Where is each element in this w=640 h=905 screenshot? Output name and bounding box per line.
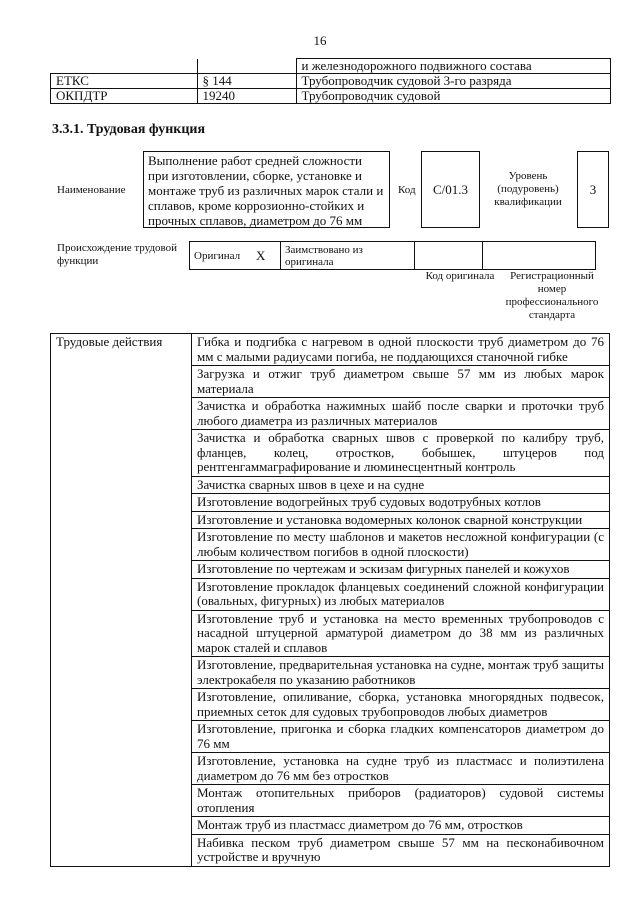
- table-cell: [51, 59, 198, 74]
- labor-action-item: Монтаж отопительных приборов (радиаторов) судовой системы отопления: [192, 785, 610, 817]
- table-row: [51, 59, 611, 74]
- qualification-level-label: Уровень (подуровень) квалификации: [494, 170, 562, 208]
- table-cell: 19240: [197, 89, 296, 104]
- top-continuation-table: [50, 58, 611, 104]
- labor-action-item: Зачистка сварных швов в цехе и на судне: [192, 476, 610, 494]
- labor-action-item: Изготовление, пригонка и сборка гладких компенсаторов диаметром до 76 мм: [192, 721, 610, 753]
- section-title: 3.3.1. Трудовая функция: [52, 122, 206, 137]
- table-row: [51, 334, 610, 366]
- table-cell: Трубопроводчик судовой 3-го разряда: [296, 74, 611, 89]
- table-cell: Трубопроводчик судовой: [296, 89, 611, 104]
- labor-actions-table: [50, 333, 610, 867]
- qualification-level-box: 3: [577, 151, 609, 228]
- registration-number-cell: [483, 242, 596, 270]
- table-cell: и железнодорожного подвижного состава: [296, 59, 611, 74]
- labor-action-item: Зачистка и обработка нажимных шайб после сварки и проточки труб любого диаметра из различных материалов: [192, 398, 610, 430]
- labor-action-item: Набивка песком труб диаметром свыше 57 мм на песконабивочном устройстве и вручную: [192, 834, 610, 866]
- registration-number-caption: Регистрационный номер профессионального стандарта: [505, 270, 599, 321]
- labor-action-item: Изготовление, предварительная установка на судне, монтаж труб защиты электрокабеля по указанию работников: [192, 657, 610, 689]
- labor-action-item: Изготовление труб и установка на место временных трубопроводов с насадной штуцерной арматурой диаметром до 38 мм из различных марок сталей и сплавов: [192, 610, 610, 657]
- labor-action-item: Изготовление и установка водомерных колонок сварной конструкции: [192, 511, 610, 529]
- borrowed-label: Заимствовано из оригинала: [281, 242, 415, 270]
- table-cell: § 144: [197, 74, 296, 89]
- code-label: Код: [398, 184, 416, 196]
- labor-action-item: Гибка и подгибка с нагревом в одной плоскости труб диаметром до 76 мм с малыми радиусами погиба, не поддающихся станочной гибке: [192, 334, 610, 366]
- labor-action-item: Изготовление по месту шаблонов и макетов несложной конфигурации (с любым количеством погибов в одной плоскости): [192, 529, 610, 561]
- origin-table: [189, 241, 596, 270]
- labor-action-item: Загрузка и отжиг труб диаметром свыше 57 мм из любых марок материала: [192, 366, 610, 398]
- table-cell: ЕТКС: [51, 74, 198, 89]
- table-cell: [197, 59, 296, 74]
- labor-action-item: Изготовление прокладок фланцевых соединений сложной конфигурации (овальных, фигурных) из любых материалов: [192, 578, 610, 610]
- labor-action-item: Изготовление водогрейных труб судовых водотрубных котлов: [192, 494, 610, 512]
- original-label: Оригинал: [190, 242, 253, 270]
- name-label: Наименование: [57, 184, 126, 196]
- table-row: [51, 74, 611, 89]
- labor-action-item: Зачистка и обработка сварных швов с проверкой по калибру труб, фланцев, колец, отростков, бобышек, штуцеров под рентгенгаммаграфирование и люминесцентный контроль: [192, 430, 610, 477]
- labor-action-item: Изготовление, опиливание, сборка, установка многорядных подвесок, приемных сеток для судовых трубопроводов любых диаметров: [192, 689, 610, 721]
- table-row: [190, 242, 596, 270]
- labor-action-item: Изготовление по чертежам и эскизам фигурных панелей и кожухов: [192, 561, 610, 579]
- original-code-caption: Код оригинала: [425, 270, 495, 282]
- original-code-cell: [415, 242, 483, 270]
- labor-action-item: Монтаж труб из пластмасс диаметром до 76 мм, отростков: [192, 817, 610, 835]
- page-number: 16: [313, 33, 327, 48]
- function-name-box: Выполнение работ средней сложности при изготовлении, сборке, установке и монтаже труб из различных марок стали и сплавов, кроме коррозионно-стойких и прочных сплавов, диаметром до 76 мм: [143, 151, 390, 228]
- labor-action-item: Изготовление, установка на судне труб из пластмасс и полиэтилена диаметром до 76 мм без отростков: [192, 753, 610, 785]
- original-mark: X: [252, 242, 281, 270]
- function-code-box: С/01.3: [421, 151, 480, 228]
- table-row: [51, 89, 611, 104]
- origin-label: Происхождение трудовой функции: [57, 242, 178, 267]
- labor-actions-heading: Трудовые действия: [51, 334, 192, 867]
- table-cell: ОКПДТР: [51, 89, 198, 104]
